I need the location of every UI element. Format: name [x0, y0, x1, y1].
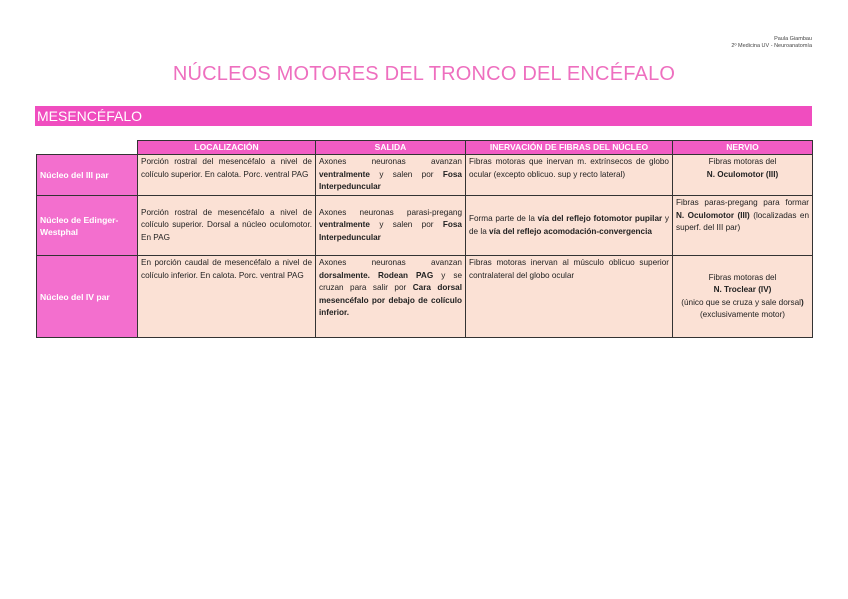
section-header: MESENCÉFALO — [35, 106, 812, 126]
header-inervacion: INERVACIÓN DE FIBRAS DEL NÚCLEO — [466, 141, 673, 155]
author-course: 2º Medicina UV - Neuroanatomía — [731, 43, 812, 49]
table-row — [37, 155, 813, 196]
cell-salida: Axones neuronas avanzan dorsalmente. Rodean PAG y se cruzan para salir por Cara dorsal mesencéfalo por debajo de colículo inferior. — [316, 256, 466, 338]
author-name: Paula Giambau — [774, 36, 812, 42]
row-name-edinger: Núcleo de Edinger-Westphal — [37, 196, 138, 256]
motor-nuclei-table — [36, 140, 813, 338]
cell-nervio: Fibras paras-pregang para formar N. Oculomotor (III) (localizadas en superf. del III par) — [673, 196, 813, 256]
cell-salida: Axones neuronas avanzan ventralmente y salen por Fosa Interpeduncular — [316, 155, 466, 196]
header-nervio: NERVIO — [673, 141, 813, 155]
header-blank — [37, 141, 138, 155]
page-title: NÚCLEOS MOTORES DEL TRONCO DEL ENCÉFALO — [172, 63, 676, 85]
cell-localizacion: En porción caudal de mesencéfalo a nivel de colículo inferior. En calota. Porc. ventral PAG — [138, 256, 316, 338]
cell-inervacion: Fibras motoras que inervan m. extrínsecos de globo ocular (excepto oblicuo. sup y recto lateral) — [466, 155, 673, 196]
row-name-iii: Núcleo del III par — [37, 155, 138, 196]
cell-localizacion: Porción rostral de mesencéfalo a nivel de colículo superior. Dorsal a núcleo oculomotor. En PAG — [138, 196, 316, 256]
cell-localizacion: Porción rostral del mesencéfalo a nivel de colículo superior. En calota. Porc. ventral PAG — [138, 155, 316, 196]
row-name-iv: Núcleo del IV par — [37, 256, 138, 338]
table-row — [37, 196, 813, 256]
header-salida: SALIDA — [316, 141, 466, 155]
table-header-row — [37, 141, 813, 155]
table-row — [37, 256, 813, 338]
cell-inervacion: Fibras motoras inervan al músculo oblicuo superior contralateral del globo ocular — [466, 256, 673, 338]
cell-nervio: Fibras motoras del N. Oculomotor (III) — [673, 155, 813, 196]
cell-salida: Axones neuronas parasi-pregang ventralmente y salen por Fosa Interpeduncular — [316, 196, 466, 256]
cell-inervacion: Forma parte de la vía del reflejo fotomotor pupilar y de la vía del reflejo acomodación-convergencia — [466, 196, 673, 256]
cell-nervio: Fibras motoras del N. Troclear (IV) (único que se cruza y sale dorsal) (exclusivamente motor) — [673, 256, 813, 338]
header-localizacion: LOCALIZACIÓN — [138, 141, 316, 155]
author-note — [731, 36, 812, 50]
